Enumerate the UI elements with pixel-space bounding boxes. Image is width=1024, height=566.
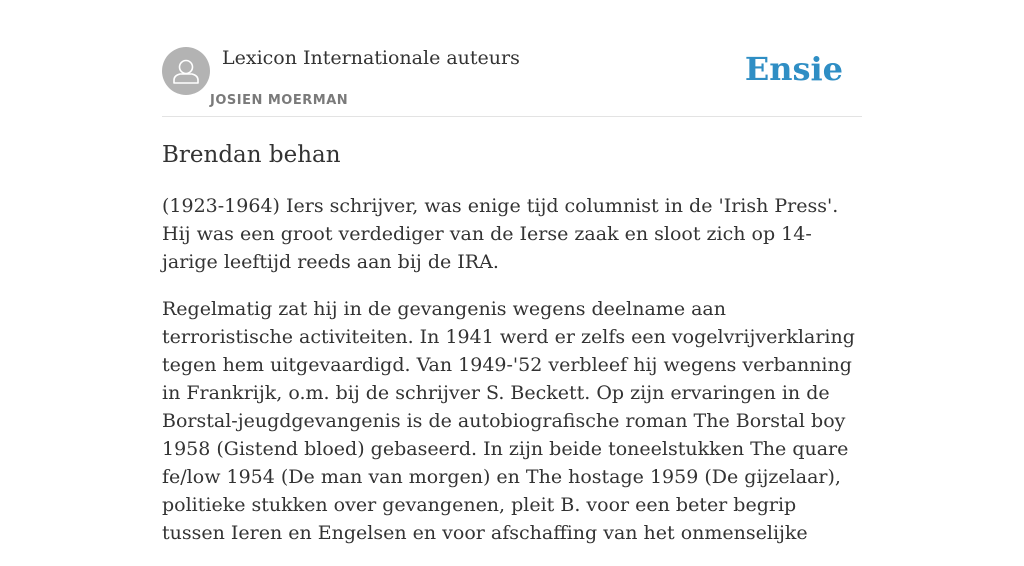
- lexicon-title[interactable]: Lexicon Internationale auteurs: [222, 47, 520, 69]
- article-paragraph: Regelmatig zat hij in de gevangenis wegens deelname aan terroristische activiteiten. In 1941 werd er zelfs een vogelvrijverklaring tegen hem uitgevaardigd. Van 1949-'52 verbleef hij wegens verbanning in Frankrijk, o.m. bij de schrijver S. Beckett. Op zijn ervaringen in de Borstal-jeugdgevangenis is de autobiografische roman The Borstal boy 1958 (Gistend bloed) gebaseerd. In zijn beide toneelstukken The quare fe/low 1954 (De man van morgen) en The hostage 1959 (De gijzelaar), politieke stukken over gevangenen, pleit B. voor een beter begrip tussen Ieren en Engelsen en voor afschaffing van het onmenselijke: [162, 298, 855, 544]
- page: [162, 0, 862, 544]
- header: [162, 0, 862, 117]
- article-body: [162, 192, 862, 566]
- brand-logo[interactable]: Ensie: [744, 50, 843, 88]
- author-name[interactable]: JOSIEN MOERMAN: [210, 93, 349, 108]
- avatar[interactable]: [162, 47, 210, 95]
- article-paragraph: (1923-1964) Iers schrijver, was enige tijd columnist in de 'Irish Press'. Hij was een groot verdediger van de Ierse zaak en sloot zich op 14-jarige leeftijd reeds aan bij de IRA.: [162, 195, 839, 273]
- user-silhouette-icon: [162, 47, 210, 95]
- article-title: Brendan behan: [162, 142, 341, 168]
